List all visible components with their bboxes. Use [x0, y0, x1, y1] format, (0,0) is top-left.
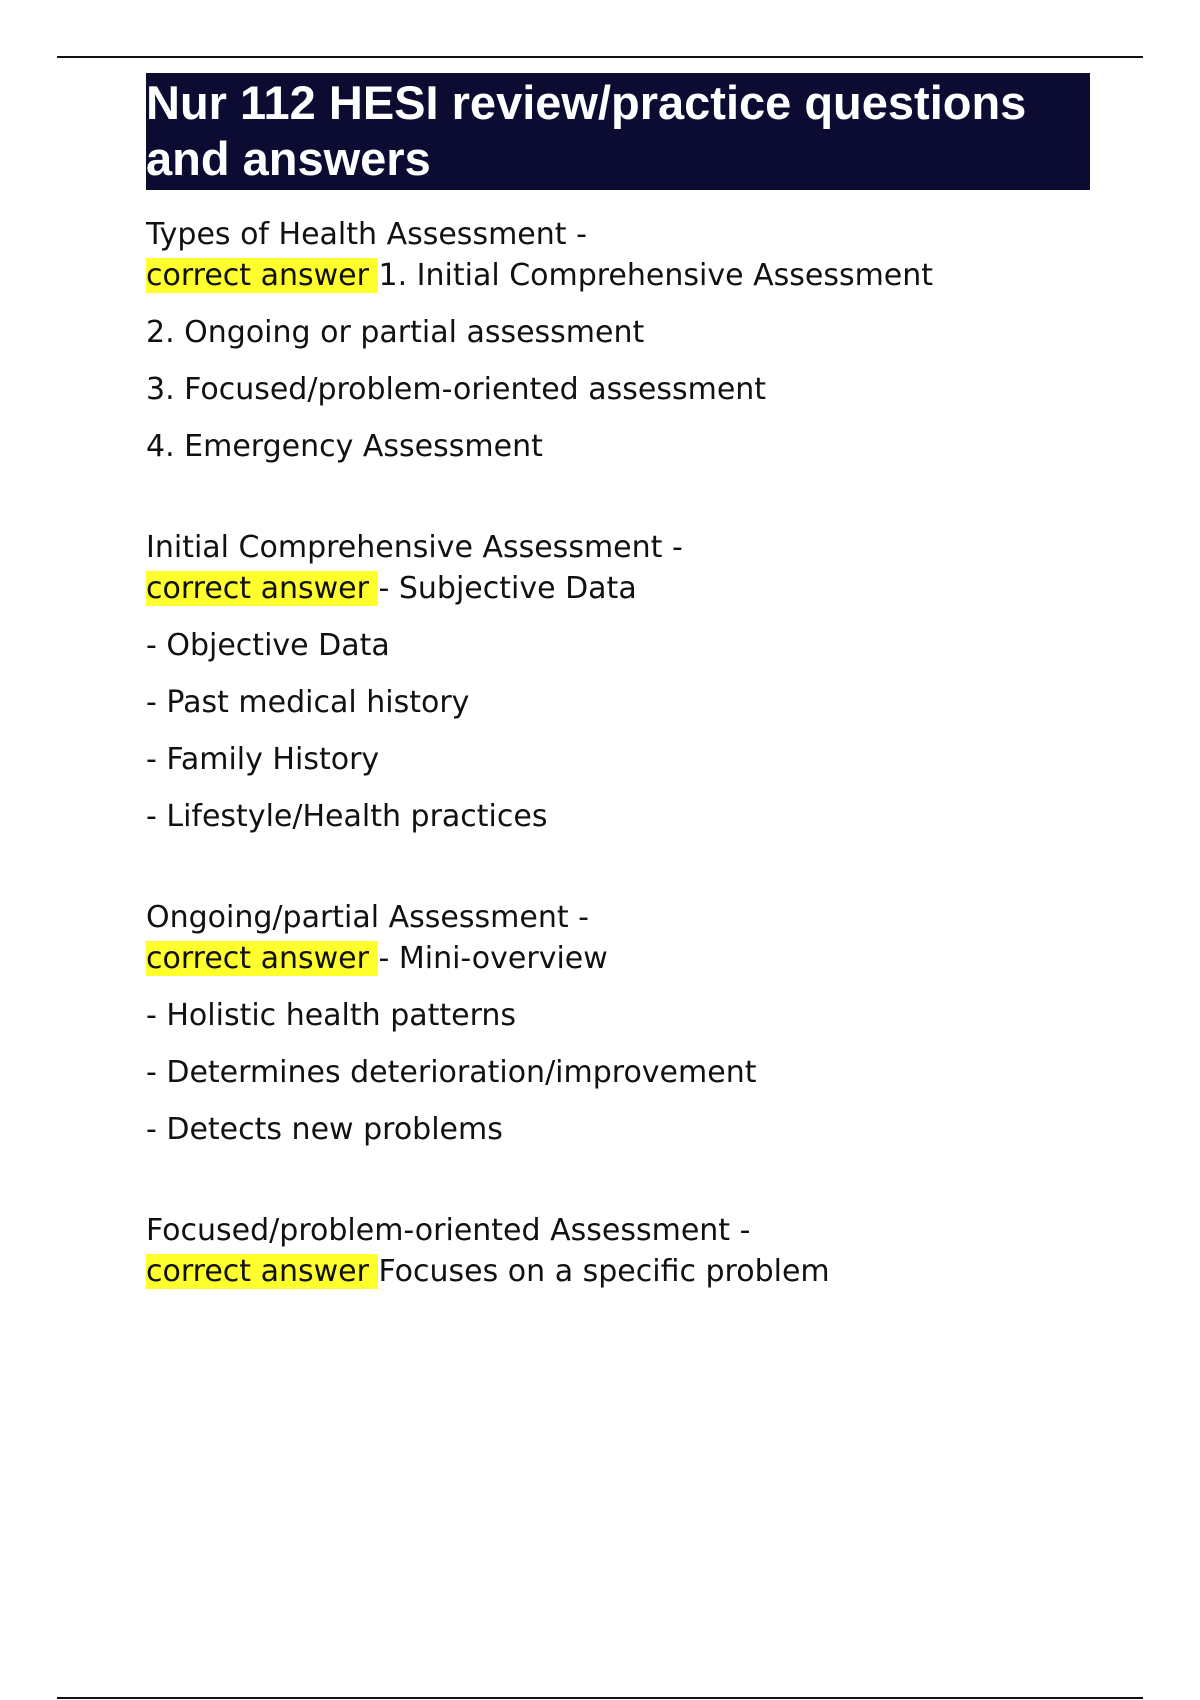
- question-text: Ongoing/partial Assessment -: [146, 900, 589, 935]
- answer-line: [146, 568, 1090, 609]
- answer-item: 2. Ongoing or partial assessment: [146, 315, 645, 350]
- answer-item: - Lifestyle/Health practices: [146, 799, 548, 834]
- qa-block: [146, 527, 1090, 837]
- answer-item: - Family History: [146, 742, 380, 777]
- question-text: Types of Health Assessment -: [146, 217, 587, 252]
- bottom-rule: [57, 1697, 1143, 1699]
- qa-block: [146, 897, 1090, 1150]
- question-text: Initial Comprehensive Assessment -: [146, 530, 683, 565]
- answer-item: - Objective Data: [146, 628, 390, 663]
- answer-item: 3. Focused/problem-oriented assessment: [146, 372, 767, 407]
- answer-line: [146, 938, 1090, 979]
- qa-block: [146, 214, 1090, 467]
- correct-answer-label: correct answer: [146, 941, 379, 976]
- document-body: [146, 73, 1090, 1352]
- answer-line: [146, 255, 1090, 296]
- qa-block: [146, 1210, 1090, 1292]
- answer-text: Focuses on a specific problem: [378, 1254, 830, 1289]
- answer-item: 4. Emergency Assessment: [146, 429, 543, 464]
- correct-answer-label: correct answer: [146, 1254, 379, 1289]
- answer-text: - Mini-overview: [378, 941, 608, 976]
- document-title: Nur 112 HESI review/practice questions and answers: [146, 73, 1090, 190]
- answer-item: - Past medical history: [146, 685, 470, 720]
- answer-line: [146, 1251, 1090, 1292]
- correct-answer-label: correct answer: [146, 571, 379, 606]
- correct-answer-label: correct answer: [146, 258, 379, 293]
- answer-text: - Subjective Data: [378, 571, 637, 606]
- answer-item: - Determines deterioration/improvement: [146, 1055, 757, 1090]
- answer-item: - Holistic health patterns: [146, 998, 517, 1033]
- question-text: Focused/problem-oriented Assessment -: [146, 1213, 751, 1248]
- answer-item: - Detects new problems: [146, 1112, 503, 1147]
- answer-text: 1. Initial Comprehensive Assessment: [378, 258, 934, 293]
- top-rule: [57, 56, 1143, 58]
